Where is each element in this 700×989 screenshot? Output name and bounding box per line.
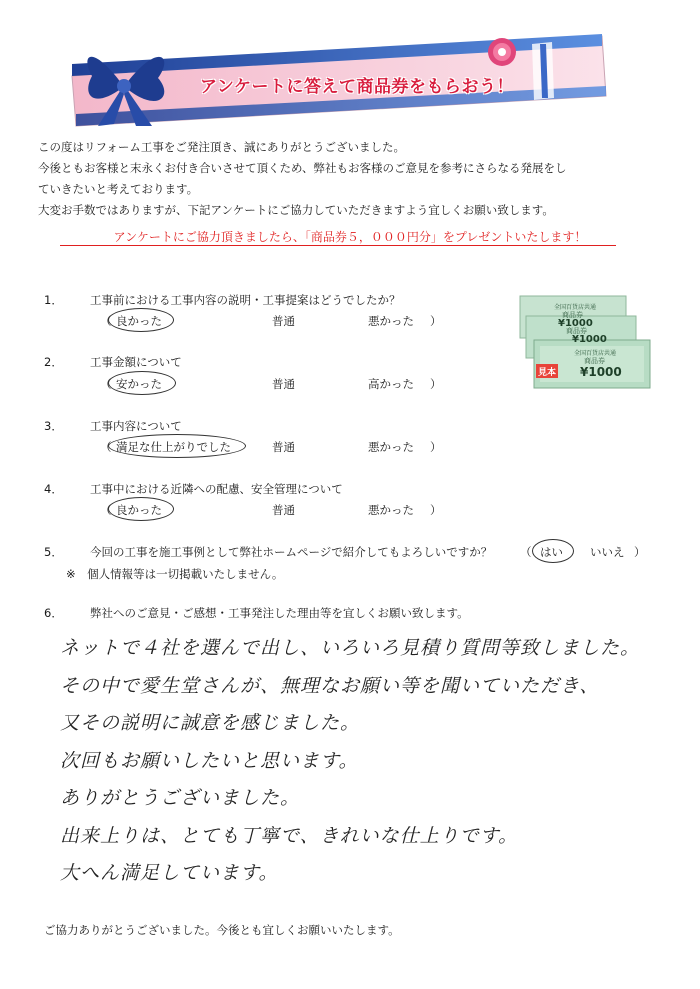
question-text: 工事金額について	[90, 355, 182, 369]
question-text: 工事内容について	[90, 419, 182, 433]
comment-line: 又その説明に誠意を感じました。	[60, 712, 361, 734]
voucher-label: 商品券	[566, 327, 587, 335]
option-no[interactable]: いいえ	[590, 545, 625, 559]
question-number: 4．	[44, 482, 63, 496]
option-bad[interactable]: 悪かった	[368, 440, 414, 454]
intro-line: 大変お手数ではありますが、下記アンケートにご協力していただきますよう宜しくお願い致します。	[38, 203, 554, 217]
privacy-note: ※ 個人情報等は一切掲載いたしません。	[66, 567, 284, 581]
option-satisfied[interactable]: 満足な仕上がりでした	[116, 440, 231, 454]
question-number: 3．	[44, 419, 63, 433]
comment-line: 出来上りは、とても丁寧で、きれいな仕上りです。	[60, 824, 519, 847]
intro-line: この度はリフォーム工事をご発注頂き、誠にありがとうございました。	[38, 140, 405, 154]
option-bad[interactable]: 悪かった	[368, 314, 414, 328]
comment-line: その中で愛生堂さんが、無理なお願い等を聞いていただき、	[60, 674, 600, 697]
option-normal[interactable]: 普通	[272, 440, 295, 454]
paren-close: ）	[430, 440, 442, 454]
voucher-amount: ¥1000	[572, 334, 607, 345]
campaign-highlight: アンケートにご協力頂きましたら、「商品券５，０００円分」をプレゼントいたします！	[113, 230, 587, 244]
option-yes[interactable]: はい	[540, 545, 563, 559]
paren-open: （	[100, 377, 112, 391]
intro-line: ていきたいと考えております。	[38, 182, 199, 196]
paren-open: （	[520, 545, 532, 559]
option-normal[interactable]: 普通	[272, 314, 295, 328]
paren-open: （	[100, 440, 112, 454]
closing-message: ご協力ありがとうございました。今後とも宜しくお願いいたします。	[44, 923, 400, 937]
question-number: 6．	[44, 606, 63, 620]
comment-line: 次回もお願いしたいと思います。	[60, 749, 359, 772]
question-text: 工事中における近隣への配慮、安全管理について	[90, 482, 343, 496]
option-good[interactable]: 良かった	[116, 503, 162, 517]
comment-line: ありがとうございました。	[60, 787, 301, 809]
question-text: 弊社へのご意見・ご感想・工事発注した理由等を宜しくお願い致します。	[90, 606, 469, 620]
question-number: 1．	[44, 293, 63, 307]
intro-text	[38, 137, 678, 221]
selection-circle	[108, 497, 174, 521]
option-bad[interactable]: 悪かった	[368, 503, 414, 517]
option-good[interactable]: 良かった	[116, 314, 162, 328]
selection-circle	[108, 434, 246, 458]
handwritten-comment	[60, 630, 680, 893]
option-normal[interactable]: 普通	[272, 377, 295, 391]
selection-circle	[108, 371, 176, 395]
paren-close: ）	[430, 503, 442, 517]
voucher-stamp: 見本	[538, 368, 557, 378]
option-cheap[interactable]: 安かった	[116, 377, 162, 391]
intro-line: 今後ともお客様と末永くお付き合いさせて頂くため、弊社もお客様のご意見を参考にさらなる発展をし	[38, 161, 567, 175]
paren-open: （	[100, 503, 112, 517]
question-text: 工事前における工事内容の説明・工事提案はどうでしたか？	[90, 293, 401, 307]
selection-circle	[532, 539, 574, 563]
question-number: 5．	[44, 545, 63, 559]
highlight-underline	[60, 245, 616, 246]
question-number: 2．	[44, 355, 63, 369]
gift-voucher-image	[518, 294, 652, 392]
option-normal[interactable]: 普通	[272, 503, 295, 517]
banner-title: アンケートに答えて商品券をもらおう！	[200, 77, 514, 97]
paren-close: ）	[634, 545, 646, 559]
voucher-header: 全国百貨店共通	[554, 304, 597, 311]
paren-open: （	[100, 314, 112, 328]
voucher-label: 商品券	[584, 357, 605, 365]
selection-circle	[108, 308, 174, 332]
header-banner	[62, 34, 608, 130]
comment-line: ネットで４社を選んで出し、いろいろ見積り質問等致しました。	[60, 637, 641, 659]
voucher-header: 全国百貨店共通	[574, 350, 617, 357]
voucher-amount: ¥1000	[580, 365, 622, 379]
option-expensive[interactable]: 高かった	[368, 377, 414, 391]
voucher-amount: ¥1000	[558, 318, 593, 329]
paren-close: ）	[430, 314, 442, 328]
comment-line: 大へん満足しています。	[60, 862, 279, 884]
paren-close: ）	[430, 377, 442, 391]
question-text: 今回の工事を施工事例として弊社ホームページで紹介してもよろしいですか？	[90, 545, 493, 559]
voucher-label: 商品券	[562, 311, 583, 319]
